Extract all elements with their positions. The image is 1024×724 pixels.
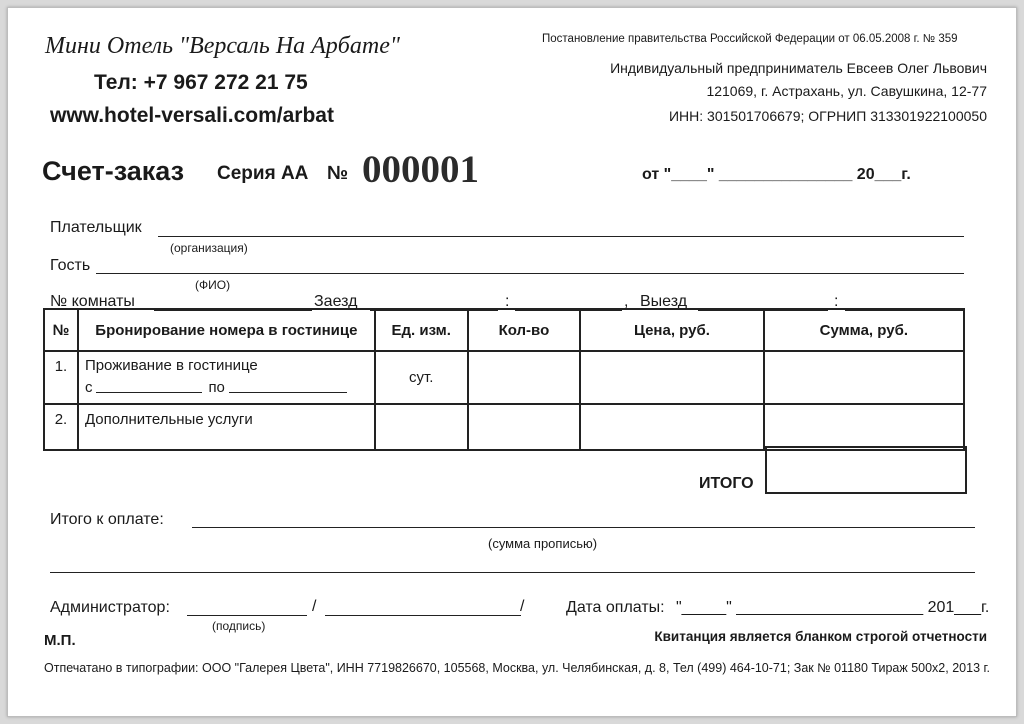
hotel-name: Мини Отель "Версаль На Арбате" [45, 33, 400, 59]
comma: , [624, 293, 629, 310]
col-header-booking: Бронирование номера в гостинице [78, 309, 375, 351]
row-unit: сут. [375, 351, 468, 404]
row-number: 1. [44, 351, 78, 404]
room-label: № комнаты [50, 293, 135, 310]
row-sum-cell[interactable] [764, 351, 964, 404]
signature-hint: (подпись) [212, 619, 266, 633]
document-number: 000001 [362, 148, 479, 191]
stay-to-field[interactable] [229, 392, 347, 393]
col-header-price: Цена, руб. [580, 309, 763, 351]
col-header-sum: Сумма, руб. [764, 309, 964, 351]
government-decree: Постановление правительства Российской Федерации от 06.05.2008 г. № 359 [542, 33, 958, 45]
payment-date-label: Дата оплаты: [566, 599, 665, 616]
document-date-field[interactable]: от "____" _______________ 20___г. [642, 166, 911, 183]
total-to-pay-continuation-field[interactable] [50, 572, 975, 573]
printing-house-info: Отпечатано в типографии: ООО "Галерея Цвета", ИНН 7719826670, 105568, Москва, ул. Челябинская, д. 8, Тел (499) 464-10-71; Зак № 01180 Тираж 500х2, 2013 г. [44, 661, 990, 675]
document-series: Серия АА [217, 163, 309, 184]
hotel-phone: Тел: +7 967 272 21 75 [94, 71, 308, 94]
checkin-label: Заезд [314, 293, 358, 310]
payment-date-field[interactable]: "_____" _____________________ 201___г. [676, 599, 990, 616]
table-header-row [44, 309, 964, 351]
entrepreneur-address: 121069, г. Астрахань, ул. Савушкина, 12-77 [706, 83, 987, 99]
entrepreneur-name: Индивидуальный предприниматель Евсеев Олег Львович [610, 60, 987, 76]
row-number: 2. [44, 404, 78, 450]
checkout-label: Выезд [640, 293, 688, 310]
services-table [43, 308, 965, 451]
row-sum-cell[interactable] [764, 404, 964, 450]
table-row [44, 351, 964, 404]
administrator-slash-end: / [520, 598, 525, 615]
stay-period [85, 379, 368, 396]
guest-hint: (ФИО) [195, 278, 231, 292]
entrepreneur-registration: ИНН: 301501706679; ОГРНИП 313301922100050 [668, 108, 987, 124]
row-unit-cell[interactable] [375, 404, 468, 450]
payer-label: Плательщик [50, 219, 142, 236]
amount-in-words-hint: (сумма прописью) [488, 536, 598, 551]
administrator-slash: / [312, 598, 317, 615]
col-header-unit: Ед. изм. [375, 309, 468, 351]
row-quantity-cell[interactable] [468, 351, 581, 404]
col-header-number: № [44, 309, 78, 351]
total-field[interactable] [765, 446, 967, 494]
from-label: с [84, 379, 93, 396]
number-sign: № [327, 163, 349, 184]
stay-from-field[interactable] [96, 392, 202, 393]
row-quantity-cell[interactable] [468, 404, 581, 450]
payer-hint: (организация) [170, 241, 248, 255]
col-header-quantity: Кол-во [468, 309, 581, 351]
checkin-time-separator: : [505, 293, 510, 310]
administrator-label: Администратор: [50, 599, 170, 616]
total-label: ИТОГО [699, 475, 754, 492]
stamp-label: М.П. [44, 632, 76, 649]
administrator-name-field[interactable] [325, 615, 521, 616]
row-service [78, 351, 375, 404]
service-name: Проживание в гостинице [84, 357, 258, 374]
total-to-pay-field[interactable] [192, 527, 975, 528]
guest-field[interactable] [96, 273, 964, 274]
hotel-website: www.hotel-versali.com/arbat [50, 104, 334, 127]
table-row [44, 404, 964, 450]
total-to-pay-label: Итого к оплате: [50, 511, 164, 528]
row-service: Дополнительные услуги [78, 404, 375, 450]
checkout-time-separator: : [834, 293, 839, 310]
guest-label: Гость [50, 257, 91, 274]
row-price-cell[interactable] [580, 404, 763, 450]
payer-field[interactable] [158, 236, 964, 237]
document-title: Счет-заказ [42, 156, 185, 186]
strict-reporting-note: Квитанция является бланком строгой отчетности [654, 629, 987, 644]
administrator-signature-field[interactable] [187, 615, 307, 616]
row-price-cell[interactable] [580, 351, 763, 404]
to-label: по [208, 379, 225, 396]
